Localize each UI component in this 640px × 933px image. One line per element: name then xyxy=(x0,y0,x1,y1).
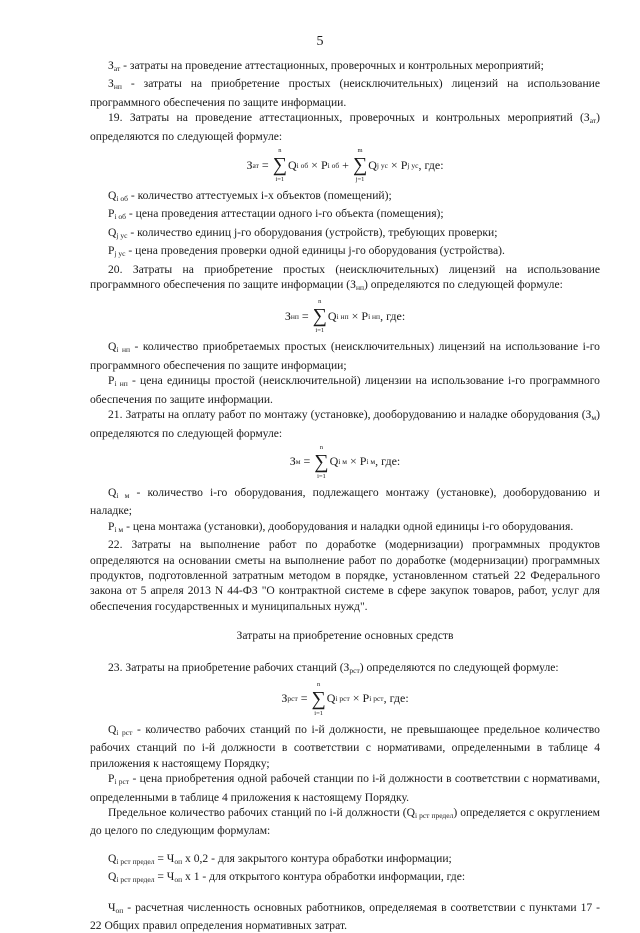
sum-icon: n ∑ i=1 xyxy=(272,147,287,184)
def-ch-op: $Ч_{оп}$ - расчетная численность основных работников, определяемая в соответствии с пунктами 17 - 22 Общих правил определения нормативных затрат. xyxy=(90,900,601,933)
paragraph-22: 22. Затраты на выполнение работ по доработке (модернизации) программных продуктов определяются на основании сметы на выполнение работ по доработке (модернизации) программных продуктов, подготовленной затратным методом в порядке, установленном статьей 22 Федерального закона от 5 апреля 2013 N 44-ФЗ "О контрактной системе в сфере закупок товаров, работ, услуг для обеспечения государственных и муниципальных нужд". xyxy=(90,538,600,613)
formula-19: З ат = n ∑ i=1 Q i об × P i об + m ∑ j=1 Q j ус × P j ус , где: xyxy=(246,147,444,184)
formula-closed-contour: $Q_{i рст предел} = Ч_{оп}$ x 0,2 - для закрытого контура обработки информации; xyxy=(108,851,452,866)
def-q-inp: $Q_{i нп}$ - количество приобретаемых простых (неисключительных) лицензий на использование i-го программного обеспечения по защите информации; xyxy=(90,340,600,372)
paragraph-21: 21. Затраты на оплату работ по монтажу (установке), дооборудованию и наладке оборудования $(З_м)$ определяются по следующей формуле: xyxy=(90,408,600,440)
paragraph-19: 19. Затраты на проведение аттестационных, проверочных и контрольных мероприятий $(З_{ат})$ определяются по следующей формуле: xyxy=(90,111,600,143)
paragraph-limit: Предельное количество рабочих станций по i-й должности $(Q_{i рст предел})$ определяется с округлением до целого по следующим формулам: xyxy=(90,806,601,838)
formula-open-contour: $Q_{i рст предел} = Ч_{оп}$ x 1 - для открытого контура обработки информации, где: xyxy=(108,870,466,885)
paragraph-20: 20. Затраты на приобретение простых (неисключительных) лицензий на использование программного обеспечения по защите информации $(З_{нп})$ определяются по следующей формуле: xyxy=(90,262,600,293)
formula-23: З рст = n ∑ i=1 Q i рст × P i рст , где: xyxy=(281,680,409,717)
def-z-at: $З_{ат}$ - затраты на проведение аттестационных, проверочных и контрольных мероприятий; xyxy=(108,59,544,73)
def-q-irst: $Q_{i рст}$ - количество рабочих станций по i-й должности, не превышающее предельное количество рабочих станций по i-й должности в соответствии с нормативами, определенными в таблице 4 приложения к настоящему Порядку; xyxy=(90,722,600,770)
def-p-iob: $P_{i об}$ - цена проведения аттестации одного i-го объекта (помещения); xyxy=(108,207,444,222)
def-p-jus: $P_{j ус}$ - цена проведения проверки одной единицы j-го оборудования (устройства). xyxy=(108,244,505,259)
sum-icon: n ∑ i=1 xyxy=(312,298,327,335)
sum-icon: m ∑ j=1 xyxy=(352,147,368,184)
paragraph-23: 23. Затраты на приобретение рабочих станций $(З_{рст})$ определяются по следующей формуле: xyxy=(108,660,559,675)
document-page xyxy=(90,58,600,933)
sum-icon: n ∑ i=1 xyxy=(311,680,326,717)
formula-21: З м = n ∑ i=1 Q i м × P i м , где: xyxy=(289,443,401,480)
def-q-jus: $Q_{j ус}$ - количество единиц j-го оборудования (устройств), требующих проверки; xyxy=(108,225,498,240)
def-p-im: $P_{i м}$ - цена монтажа (установки), дооборудования и наладки одной единицы i-го оборудования. xyxy=(108,519,574,534)
def-q-im: $Q_{i м}$ - количество i-го оборудования, подлежащего монтажу (установке), дооборудованию и наладке; xyxy=(90,485,600,518)
def-q-iob: $Q_{i об}$ - количество аттестуемых i-х объектов (помещений); xyxy=(108,189,392,204)
formula-20: З нп = n ∑ i=1 Q i нп × P i нп , где: xyxy=(284,298,406,335)
def-p-irst: $P_{i рст}$ - цена приобретения одной рабочей станции по i-й должности в соответствии с нормативами, определенными в таблице 4 приложения к настоящему Порядку. xyxy=(90,772,600,804)
def-p-inp: $P_{i нп}$ - цена единицы простой (неисключительной) лицензии на использование i-го программного обеспечения по защите информации. xyxy=(90,374,600,406)
page-number: 5 xyxy=(316,34,324,49)
sum-icon: n ∑ i=1 xyxy=(314,443,329,480)
def-z-np: $З_{нп}$ - затраты на приобретение простых (неисключительных) лицензий на использование программного обеспечения по защите информации. xyxy=(90,77,600,109)
section-heading: Затраты на приобретение основных средств xyxy=(236,629,454,643)
